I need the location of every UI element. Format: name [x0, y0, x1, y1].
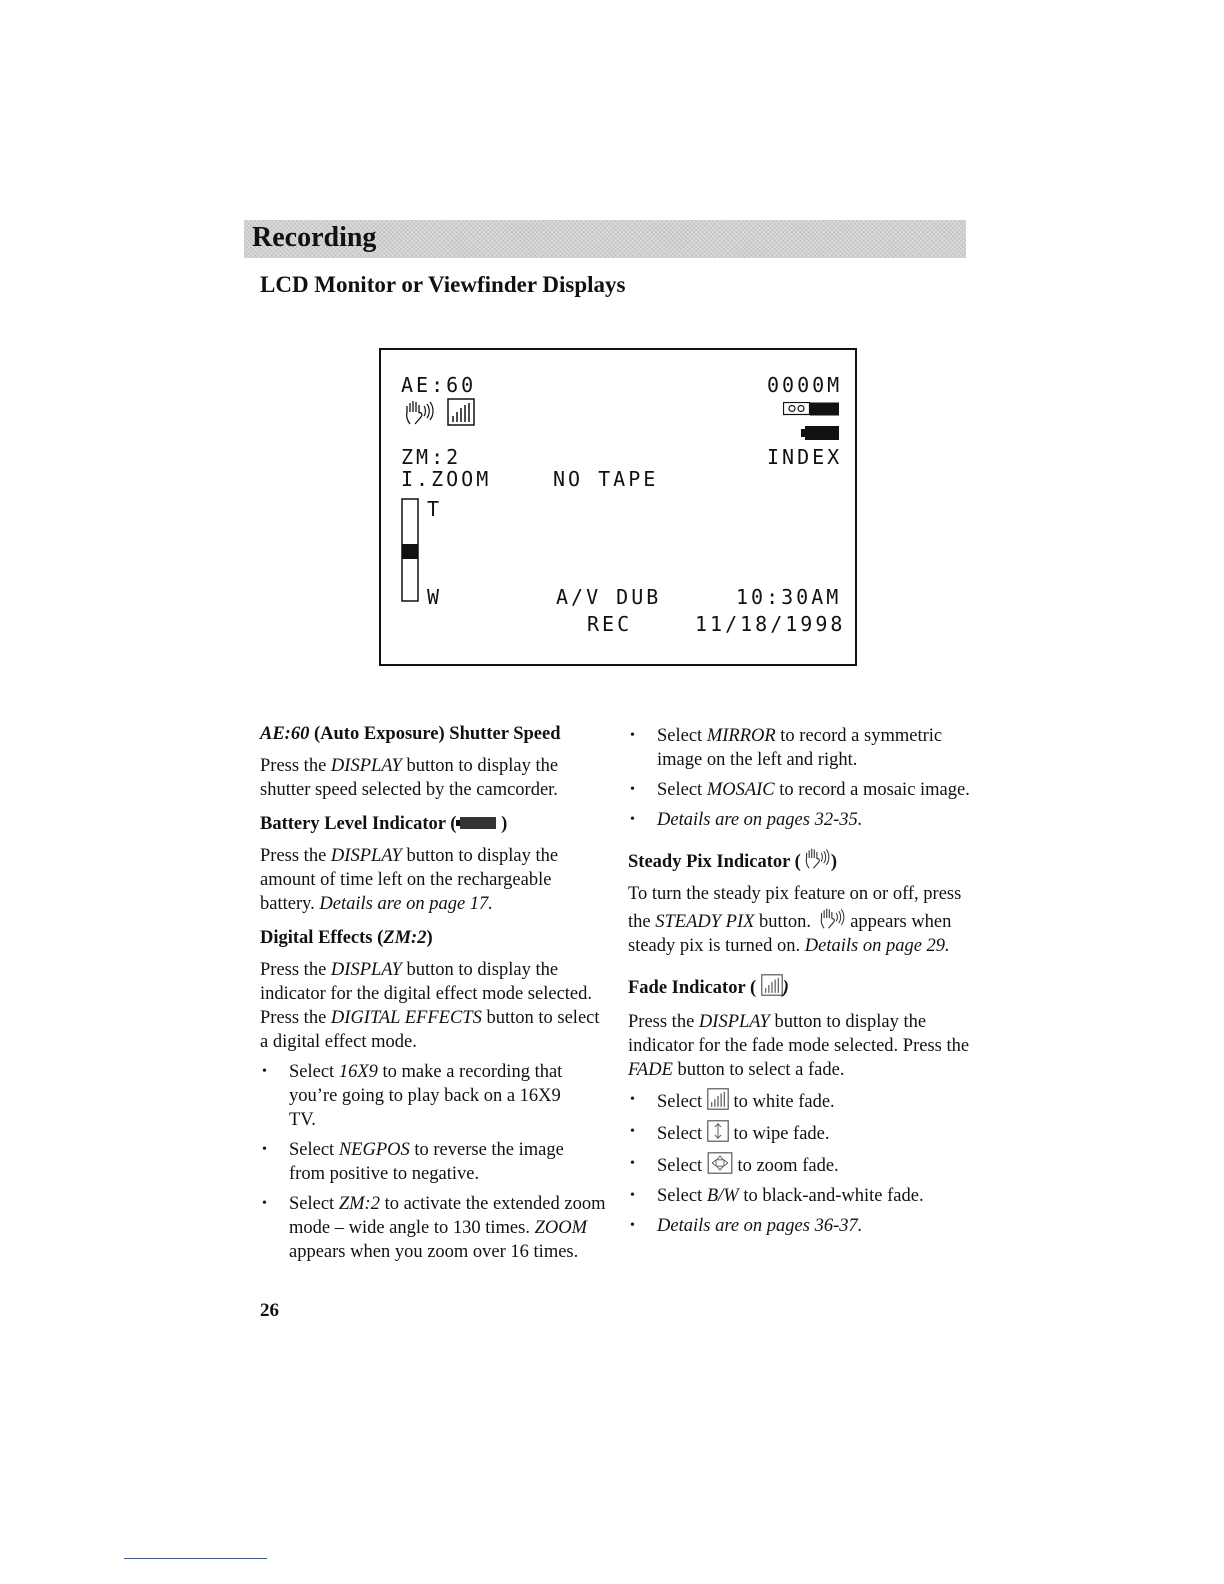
ae-heading: AE:60 (Auto Exposure) Shutter Speed	[260, 724, 561, 744]
digital-effects-heading: Digital Effects (ZM:2)	[260, 928, 433, 948]
zoom-wide-label: W	[427, 585, 443, 609]
list-item: • Select ZM:2 to activate the extended zoom mode – wide angle to 130 times. ZOOM appears when you zoom over 16 times.	[260, 1192, 609, 1264]
steady-pix-icon	[816, 906, 846, 930]
page-title: LCD Monitor or Viewfinder Displays	[260, 272, 626, 297]
index-readout: INDEX	[767, 445, 843, 469]
fade-heading: Fade Indicator ( )	[628, 974, 973, 1000]
cassette-icon	[783, 402, 839, 416]
battery-heading: Battery Level Indicator ( )	[260, 814, 508, 834]
fade-icon	[447, 398, 475, 426]
fade-body: Press the DISPLAY button to display the indicator for the fade mode selected. Press the FADE button to select a fade.	[628, 1012, 970, 1080]
section-banner	[244, 220, 966, 258]
list-item: • Select B/W to black-and-white fade.	[628, 1184, 973, 1208]
page-number: 26	[260, 1300, 279, 1321]
rec-readout: REC	[587, 612, 633, 636]
time-readout: 10:30AM	[736, 585, 842, 609]
no-tape-readout: NO TAPE	[553, 467, 659, 491]
izoom-readout: I.ZOOM	[401, 467, 492, 491]
ae-body: Press the DISPLAY button to display the shutter speed selected by the camcorder.	[260, 756, 559, 800]
av-dub-readout: A/V DUB	[556, 585, 662, 609]
zoom-mode-readout: ZM:2	[401, 445, 462, 469]
tape-counter: 0000M	[767, 373, 843, 397]
section-title: Recording	[252, 222, 377, 253]
steady-pix-heading: Steady Pix Indicator ( )	[628, 846, 973, 874]
list-item: • Select to wipe fade.	[628, 1120, 973, 1146]
battery-body: Press the DISPLAY button to display the amount of time left on the rechargeable battery. Details are on page 17.	[260, 846, 559, 914]
fade-icon	[761, 974, 783, 996]
footer-rule	[124, 1558, 267, 1559]
list-item: • Select to zoom fade.	[628, 1152, 973, 1178]
list-item: • Select 16X9 to make a recording that you’re going to play back on a 16X9 TV.	[260, 1060, 569, 1132]
date-readout: 11/18/1998	[695, 612, 846, 636]
wipe-fade-icon	[707, 1120, 729, 1142]
zoom-bar-thumb	[402, 544, 418, 559]
steady-pix-icon	[801, 846, 831, 870]
battery-icon	[801, 426, 839, 440]
digital-effects-body: Press the DISPLAY button to display the indicator for the digital effect mode selected. Press the DIGITAL EFFECTS button to select a digital effect mode.	[260, 960, 600, 1052]
zoom-tele-label: T	[427, 497, 443, 521]
list-item: • Select MIRROR to record a symmetric image on the left and right.	[628, 724, 973, 772]
zoom-bar	[401, 498, 419, 602]
list-item: • Select to white fade.	[628, 1088, 973, 1114]
white-fade-icon	[707, 1088, 729, 1110]
right-column	[628, 724, 973, 1238]
steady-pix-icon	[401, 398, 435, 426]
steady-pix-body: To turn the steady pix feature on or off, press the STEADY PIX button. appears when steady pix is turned on. Details on page 29.	[628, 884, 962, 956]
zoom-fade-icon	[707, 1152, 733, 1174]
list-item: • Select MOSAIC to record a mosaic image.	[628, 778, 973, 802]
ae-readout: AE:60	[401, 373, 477, 397]
lcd-display	[379, 348, 857, 666]
list-item: • Select NEGPOS to reverse the image from positive to negative.	[260, 1138, 589, 1186]
list-item: • Details are on pages 32-35.	[628, 808, 973, 832]
list-item: • Details are on pages 36-37.	[628, 1214, 973, 1238]
left-column	[260, 722, 605, 1264]
battery-icon	[456, 816, 496, 830]
